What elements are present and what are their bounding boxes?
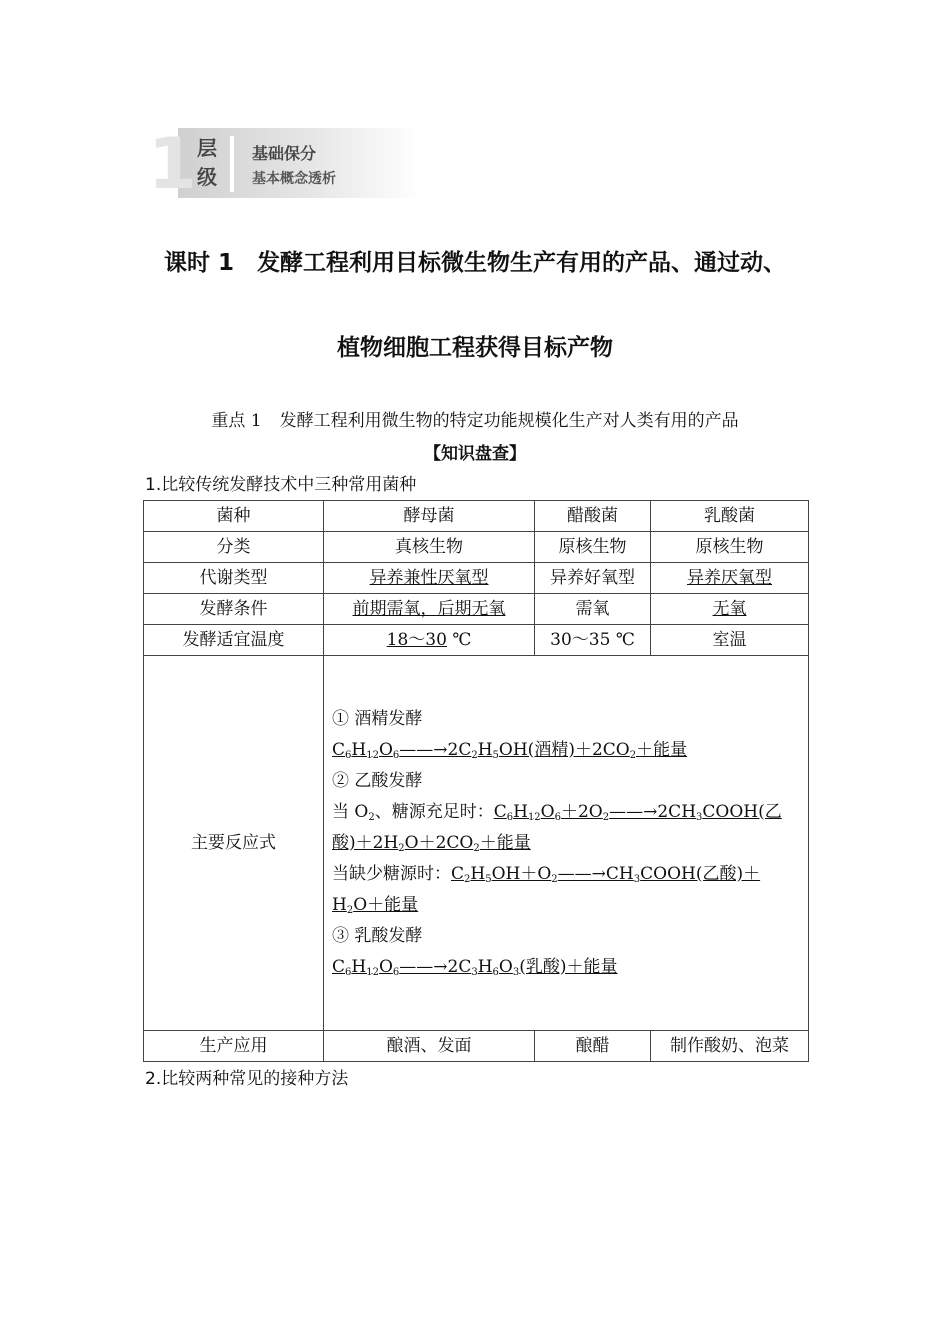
equation-acetic-ethanol: 当缺少糖源时：$C_2H_5OH+O_2——\to CH_3COOH$(乙酸)＋: [332, 863, 761, 885]
table-cell: 发酵适宜温度: [144, 625, 324, 656]
table-cell: [651, 594, 809, 625]
level-main-text: 基础保分: [252, 144, 317, 163]
key-point-text: 发酵工程利用微生物的特定功能规模化生产对人类有用的产品: [279, 411, 739, 431]
equation-acetic-sugar-cont: 酸)$+2H_2O+2CO_2+$能量: [332, 832, 531, 854]
table-row: [144, 1031, 809, 1062]
equation-acetic-sugar: 当 $O_2$、糖源充足时：$C_6H_{12}O_6+2O_2——\to 2CH_3COOH$(乙: [332, 801, 782, 823]
table-cell: 代谢类型: [144, 563, 324, 594]
acetic-fermentation-title: ② 乙酸发酵: [332, 770, 423, 791]
answer-text: 无氧: [712, 599, 747, 619]
table-cell: 真核生物: [324, 532, 535, 563]
table-cell: 原核生物: [651, 532, 809, 563]
table-row: [144, 594, 809, 625]
table-cell: 室温: [651, 625, 809, 656]
table-cell: [324, 625, 535, 656]
table-cell: 30～35 ℃: [535, 625, 651, 656]
answer-text: 前期需氧，后期无氧: [352, 599, 506, 619]
table-row: [144, 563, 809, 594]
table-cell: 醋酸菌: [535, 501, 651, 532]
equation-acetic-ethanol-cont: $H_2O+$能量: [332, 894, 419, 916]
key-point-heading: [0, 406, 950, 431]
table-cell: [324, 594, 535, 625]
lesson-title-line-1: 课时 1 发酵工程利用目标微生物生产有用的产品、通过动、: [163, 250, 786, 276]
answer-text: 18～30: [386, 630, 447, 650]
answer-text: 异养兼性厌氧型: [369, 568, 489, 588]
knowledge-label: 【知识盘查】: [424, 444, 526, 464]
table-cell: 酿醋: [535, 1031, 651, 1062]
level-banner: [148, 123, 420, 205]
table-cell: [324, 563, 535, 594]
table-cell: 乳酸菌: [651, 501, 809, 532]
alcohol-fermentation-title: ① 酒精发酵: [332, 708, 423, 729]
level-sub-text: 基本概念透析: [252, 171, 336, 187]
section-1-heading: 1.比较传统发酵技术中三种常用菌种: [145, 475, 417, 495]
table-cell: 酿酒、发面: [324, 1031, 535, 1062]
table-cell: 原核生物: [535, 532, 651, 563]
table-row: [144, 532, 809, 563]
table-cell: 需氧: [535, 594, 651, 625]
lesson-title-line-2: 植物细胞工程获得目标产物: [337, 335, 613, 361]
table-cell: 发酵条件: [144, 594, 324, 625]
level-label: [190, 134, 224, 192]
table-header-row: [144, 501, 809, 532]
lactic-fermentation-title: ③ 乳酸发酵: [332, 925, 423, 946]
key-point-label: 重点 1: [211, 411, 262, 431]
table-cell: 主要反应式: [144, 656, 324, 1031]
level-numeral: 1: [148, 123, 197, 205]
equation-alcohol: $C_6H_{12}O_6——\to 2C_2H_5OH$(酒精)$+2CO_2+$能量: [332, 739, 688, 761]
level-char: 级: [197, 165, 217, 189]
table-cell: [651, 563, 809, 594]
table-cell: 分类: [144, 532, 324, 563]
table-cell: 酵母菌: [324, 501, 535, 532]
table-row-reactions: [144, 656, 809, 1031]
reactions-cell: [324, 656, 809, 1031]
table-cell: 异养好氧型: [535, 563, 651, 594]
unit-text: ℃: [446, 630, 472, 650]
section-2-heading: 2.比较两种常见的接种方法: [145, 1069, 349, 1089]
table-cell: 菌种: [144, 501, 324, 532]
level-divider: [230, 136, 234, 192]
comparison-table: [143, 500, 809, 1062]
table-cell: 生产应用: [144, 1031, 324, 1062]
level-char: 层: [197, 136, 217, 160]
equation-lactic: $C_6H_{12}O_6——\to 2C_3H_6O_3$(乳酸)＋能量: [332, 956, 618, 978]
table-row: [144, 625, 809, 656]
answer-text: 异养厌氧型: [687, 568, 772, 588]
table-cell: 制作酸奶、泡菜: [651, 1031, 809, 1062]
